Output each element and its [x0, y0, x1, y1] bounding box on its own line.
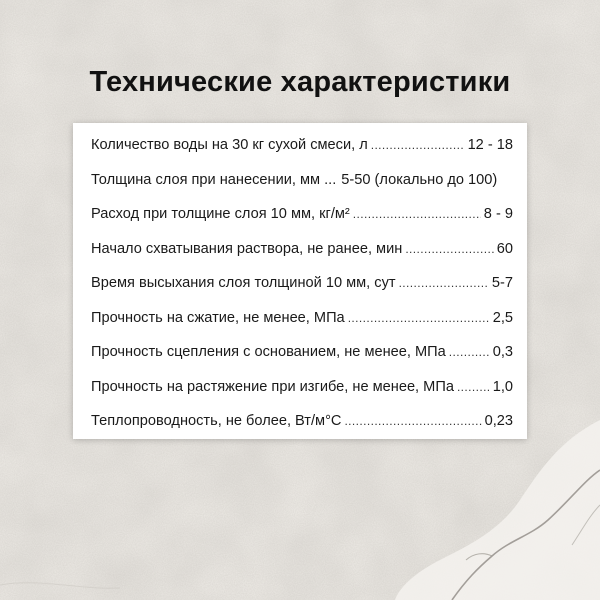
spec-label: Время высыхания слоя толщиной 10 мм, сут	[91, 275, 396, 291]
spec-label: Теплопроводность, не более, Вт/м°С	[91, 413, 342, 429]
spec-value: 12 - 18	[467, 137, 513, 153]
spec-row-thickness	[91, 168, 513, 203]
dot-leader	[371, 133, 465, 157]
dot-leader	[399, 271, 489, 295]
spec-row-flexural-strength	[91, 375, 513, 410]
spec-label: Толщина слоя при нанесении, мм ...	[91, 171, 337, 188]
spec-label: Прочность на сжатие, не менее, МПа	[91, 309, 345, 326]
spec-value: 2,5	[492, 309, 513, 326]
dot-leader	[348, 306, 490, 330]
spec-row-water	[91, 133, 513, 168]
specs-list	[91, 133, 513, 444]
dot-leader	[457, 375, 490, 399]
spec-value: 5-7	[491, 275, 513, 291]
spec-value: 0,3	[492, 344, 513, 360]
spec-label: Расход при толщине слоя 10 мм, кг/м²	[91, 206, 350, 222]
spec-value: 1,0	[492, 378, 513, 395]
spec-label: Начало схватывания раствора, не ранее, мин	[91, 240, 403, 257]
spec-row-adhesion-strength	[91, 340, 513, 375]
spec-row-drying-time	[91, 271, 513, 306]
spec-value: 0,23	[484, 413, 513, 429]
spec-label: Количество воды на 30 кг сухой смеси, л	[91, 137, 368, 153]
spec-row-compressive-strength	[91, 306, 513, 341]
spec-row-thermal-conductivity	[91, 409, 513, 444]
dot-leader	[405, 237, 493, 261]
spec-value: 60	[496, 240, 513, 257]
dot-leader	[353, 202, 481, 226]
spec-row-consumption	[91, 202, 513, 237]
dot-leader	[344, 409, 481, 433]
spec-row-setting-time	[91, 237, 513, 272]
spec-label: Прочность сцепления с основанием, не менее, МПа	[91, 344, 446, 360]
specs-card	[73, 123, 527, 439]
spec-value: 8 - 9	[483, 206, 513, 222]
dot-leader	[449, 340, 490, 364]
spec-value: 5-50 (локально до 100)	[341, 171, 498, 188]
page-title: Технические характеристики	[89, 66, 511, 98]
spec-label: Прочность на растяжение при изгибе, не менее, МПа	[91, 378, 454, 395]
